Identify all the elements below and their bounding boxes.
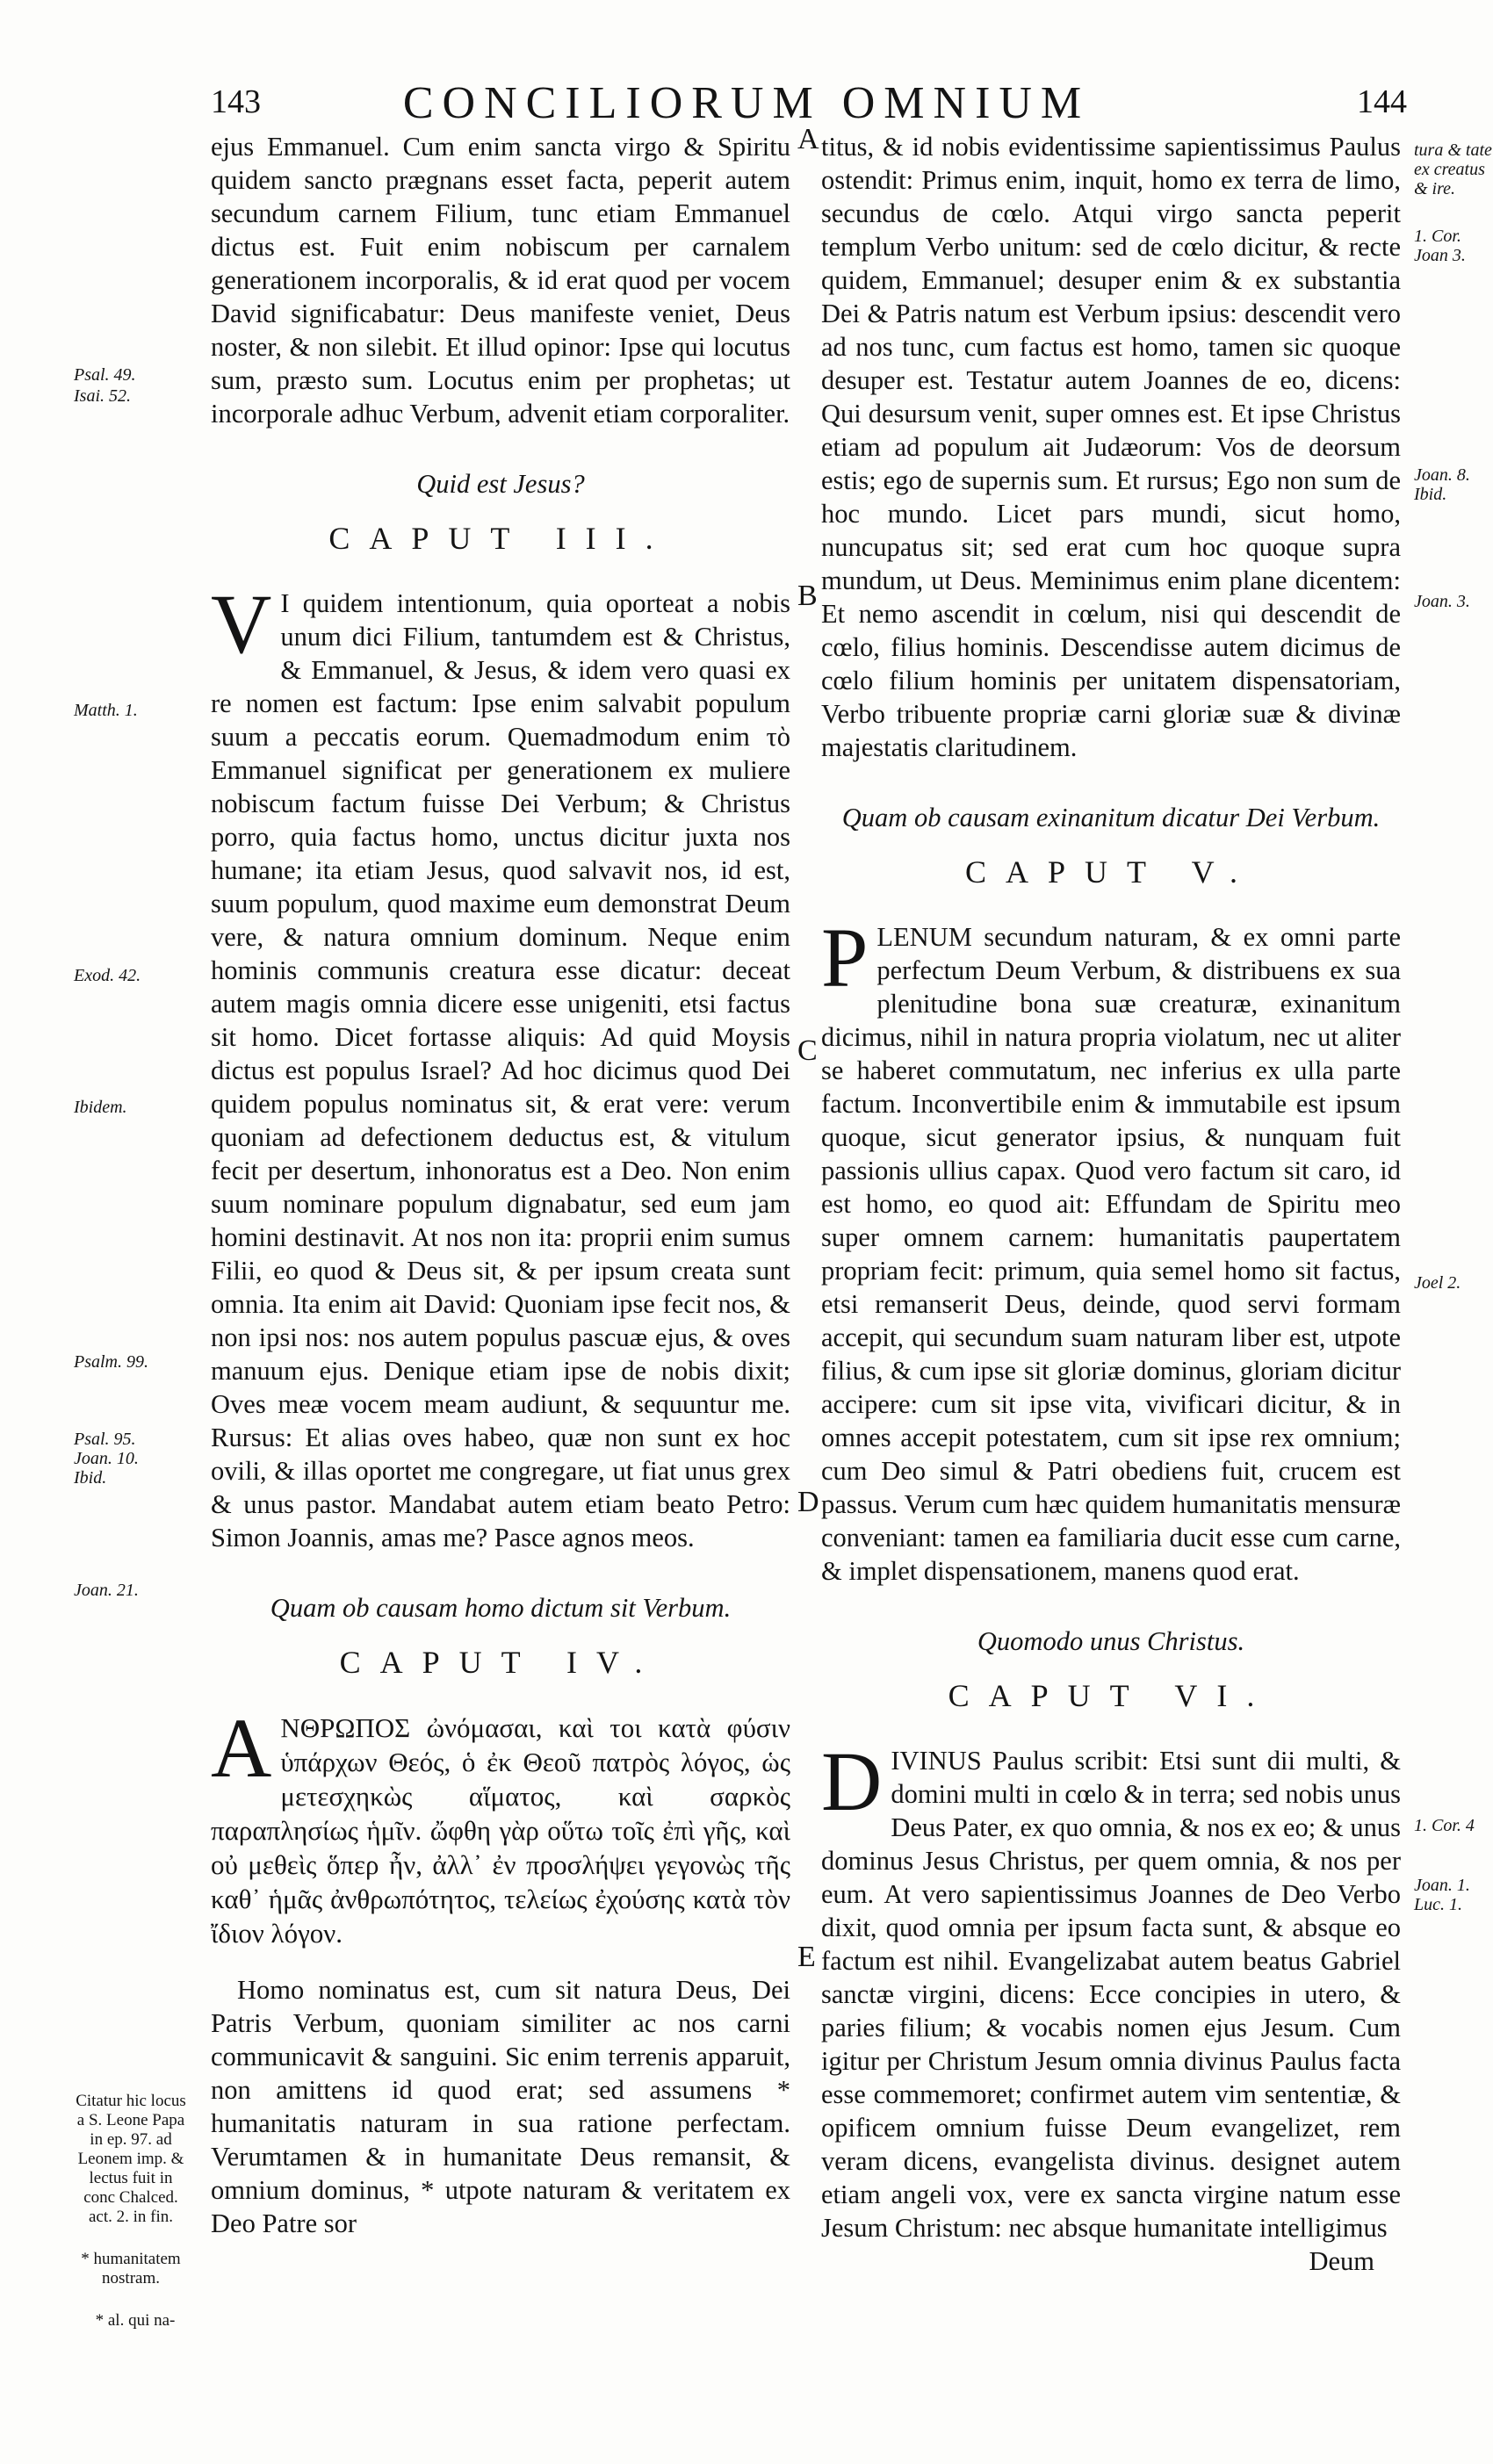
chapter-6-paragraph [821,1734,1401,2244]
section-letter: B [797,580,818,612]
chapter-6-caput: CAPUT VI. [948,1678,1274,1713]
section-letter: E [797,1941,816,1973]
chapter-6-text: IVINUS Paulus scribit: Etsi sunt dii multi, & domini multi in cœlo & in terra; sed nobis unus Deus Pater, ex quo omnia, & nos ex eo; & unus dominus Jesus Christus, per quem omnia, & nos per eum. At vero sapientissimus Joannes de Deo Verbo dixit, quod omnia per ipsum facta sunt, & absque eo factum est nihil. Evangelizabat autem beatus Gabriel sanctæ virgini, dicens: Ecce concipies in utero, & paries filium; & vocabis nomen ejus Jesum. Cum igitur per Christum Jesum omnia divinus Paulus facta esse commemoret; confirmet autem vim sententiæ, & opificem omnium fuisse Deum evangelizet, rem veram dicens, evangelista divinus. designet autem etiam angeli vox, vere ex sancta virgine natum esse Jesum Christum: nec absque humanitate intelligimus [821,1746,1401,2243]
margin-note-left: Matth. 1. [74,701,138,720]
running-title: CONCILIORUM OMNIUM [402,78,1091,128]
margin-note-left: Psal. 95. [74,1430,136,1449]
footnote-variant: * al. qui na- [95,2311,176,2330]
chapter-3-drop-cap: V [211,577,272,671]
margin-note-left: Psal. 49. [74,365,136,385]
chapter-5-drop-cap: P [821,911,869,1005]
margin-note-right: 1. Cor. 4 [1414,1816,1475,1835]
margin-note-right: Joan. 1. Luc. 1. [1414,1876,1470,1914]
chapter-5-paragraph [821,911,1401,1588]
chapter-4-latin-paragraph: Homo nominatus est, cum sit natura Deus, Dei Patris Verbum, quoniam similiter ac nos carni communicavit & sanguini. Sic enim terrenis apparuit, non amittens id quod erat; sed assumens * humanitatis naturam in sua ratione perfectam. Verumtamen & in humanitate Deus remansit, & omnium dominus, * utpote naturam & veritatem ex Deo Patre sor [211,1975,790,2238]
margin-note-right: 1. Cor. Joan 3. [1414,227,1466,265]
chapter-4-heading: Quam ob causam homo dictum sit Verbum. [270,1593,732,1623]
page-number-left: 143 [211,83,261,120]
chapter-3-heading: Quid est Jesus? [416,469,585,499]
chapter-4-greek-paragraph [211,1701,790,1950]
margin-note-left: Ibidem. [74,1098,127,1117]
margin-note-left: Isai. 52. [74,386,131,406]
chapter-5-text: LENUM secundum naturam, & ex omni parte perfectum Deum Verbum, & distribuens ex sua plenitudine bona suæ creaturæ, exinanitum dicimus, nihil in natura propria violatum, nec ut aliter se haberet commutatum, nec inferius ex ulla parte factum. Inconvertibile enim & immutabile est ipsum quoque, sicut generator ipsius, & nunquam fuit passionis ullius capax. Quod vero factum sit caro, id est homo, eo quod ait: Effundam de Spiritu meo super omnem carnem: humanitatis paupertatem propriam fecit: primum, quia semel homo sit factus, etsi remanserit Deus, deinde, quod servi formam accepit, qui secundum suam naturam liber est, utpote filius, & cum ipse sit gloriæ dominus, gloriam dicitur accipere: cum sit ipse vita, vivificari dicitur, & in omnes accepit potestatem, cum sit ipse rex omnium; cum Deo simul & Patri obediens fuit, crucem est passus. Verum cum hæc quidem humanitatis mensuræ conveniant: tamen ea familiaria ducit esse cum carne, & implet dispensationem, manens quod erat. [821,922,1401,1586]
margin-note-right: Joel 2. [1414,1273,1461,1293]
margin-note-right: tura & tate ex creatus & ire. [1414,140,1492,198]
margin-note-right: Joan. 8. Ibid. [1414,465,1470,504]
section-letter: C [797,1034,818,1067]
right-opening-paragraph: titus, & id nobis evidentissime sapientissimus Paulus ostendit: Primus enim, inquit, homo ex terra de limo, secundus de cœlo. Atqui virgo sancta peperit templum Verbo unitum: sed de cœlo dicitur, & recte quidem, Emmanuel; desuper enim & ex substantia Dei & Patris natum est Verbum ipsius: descendit vero ad nos tunc, cum factus est homo, tamen sic quoque desuper est. Testatur autem Joannes de eo, dicens: Qui desursum venit, super omnes est. Et ipse Christus etiam ad populum ait Judæorum: Vos de deorsum estis; ego de supernis sum. Et rursus; Ego non sum de hoc mundo. Licet pars mundi, sicut homo, nuncupatus sit; sed erat cum hoc quoque supra mundum, ut Deus. Meminimus enim plane dicentem: Et nemo ascendit in cœlum, nisi qui descendit de cœlo, filius hominis. Descendisse autem dicimus de cœlo filium hominis per unitatem dispensatoriam, Verbo tribuente propriæ carni gloriæ suæ & divinæ majestatis claritudinem. [821,132,1401,762]
chapter-4-greek-text: ΝΘΡΩΠΟΣ ὠνόμασαι, καὶ τοι κατὰ φύσιν ὑπάρχων Θεός, ὁ ἐκ Θεοῦ πατρὸς λόγος, ὡς μετεσχηκὼς αἵματος, καὶ σαρκὸς παραπλησίως ἡμῖν. ὤφθη γὰρ οὕτω τοῖς ἐπὶ γῆς, καὶ οὐ μεθεὶς ὅπερ ἦν, ἀλλ᾽ ἐν προσλήψει γεγονὼς τῆς καθ᾽ ἡμᾶς ἀνθρωπότητος, τελείως ἐχούσης κατὰ τὸν ἴδιον λόγον. [211,1712,790,1949]
chapter-3-paragraph [211,577,790,1554]
chapter-5-heading: Quam ob causam exinanitum dicatur Dei Verbum. [841,803,1381,832]
chapter-3-caput: CAPUT III. [328,521,673,556]
footnote-citation: Citatur hic locus a S. Leone Papa in ep. 97. ad Leonem imp. & lectus fuit in conc Chalced. act. 2. in fin. [76,2092,186,2226]
running-header [0,77,1493,130]
chapter-6-heading: Quomodo unus Christus. [977,1626,1245,1656]
chapter-5-caput: CAPUT V. [964,854,1258,890]
left-opening-paragraph: ejus Emmanuel. Cum enim sancta virgo & Spiritu quidem sancto prægnans esset facta, peperit autem secundum carnem Filium, tunc etiam Emmanuel dictus est. Fuit enim nobiscum per carnalem generationem incorporalis, & id erat quod per vocem David significabatur: Deus manifeste veniet, Deus noster, & non silebit. Et illud opinor: Ipse qui locutus sum, præsto sum. Locutus enim per prophetas; ut incorporale adhuc Verbum, advenit etiam corporaliter. [211,132,790,429]
margin-note-left: Joan. 21. [74,1581,139,1600]
section-letter: D [797,1486,819,1518]
chapter-4-caput: CAPUT IV. [339,1645,662,1680]
margin-note-right: Joan. 3. [1414,592,1470,611]
right-column [821,130,1401,2278]
margin-note-left: Joan. 10. [74,1449,139,1468]
footnote-variant: * humanitatem nostram. [81,2250,181,2287]
margin-note-left: Ibid. [74,1468,107,1488]
page-number-right: 144 [1357,83,1407,120]
chapter-3-text: I quidem intentionum, quia oporteat a nobis unum dici Filium, tantumdem est & Christus, & Emmanuel, & Jesus, & idem vero quasi ex re nomen est factum: Ipse enim salvabit populum suum a peccatis eorum. Quemadmodum enim τὸ Emmanuel significat per generationem ex muliere nobiscum factum fuisse Dei Verbum; & Christus porro, quia factus homo, unctus dicitur juxta nos humane; ita etiam Jesus, quod salvavit nos, id est, suum populum, quod maxime eum demonstrat Deum vere, & natura omnium dominum. Neque enim hominis communis creatura esse dicatur: deceat autem magis omnia dicere esse unigeniti, etsi factus sit homo. Dicet fortasse aliquis: Ad quid Moysis dictus est populus Israel? Ad hoc dicimus quod Dei quidem populus nominatus sit, & erat vere: verum quoniam ad defectionem deductus est, & vitulum fecit per desertum, inhonoratus est a Deo. Non enim suum nominare populum dignabatur, sed eum jam homini destinavit. At nos non ita: proprii enim sumus Filii, eo quod & Deus sit, & per ipsum creata sunt omnia. Ita enim ait David: Quoniam ipse fecit nos, & non ipsi nos: nos autem populus pascuæ ejus, & oves manuum ejus. Denique etiam ipse de nobis dixit; Oves meæ vocem meam audiunt, & sequuntur me. Rursus: Et alias oves habeo, quæ non sunt ex hoc ovili, & illas oportet me congregare, ut fiat unus grex & unus pastor. Mandabat autem etiam beato Petro: Simon Joannis, amas me? Pasce agnos meos. [211,588,790,1553]
catchword: Deum [1309,2246,1374,2276]
section-letter: A [797,123,819,155]
chapter-6-drop-cap: D [821,1734,883,1828]
left-column [211,130,790,2240]
chapter-4-drop-cap: Α [211,1701,272,1795]
margin-note-left: Exod. 42. [74,966,141,985]
margin-note-left: Psalm. 99. [74,1352,148,1372]
